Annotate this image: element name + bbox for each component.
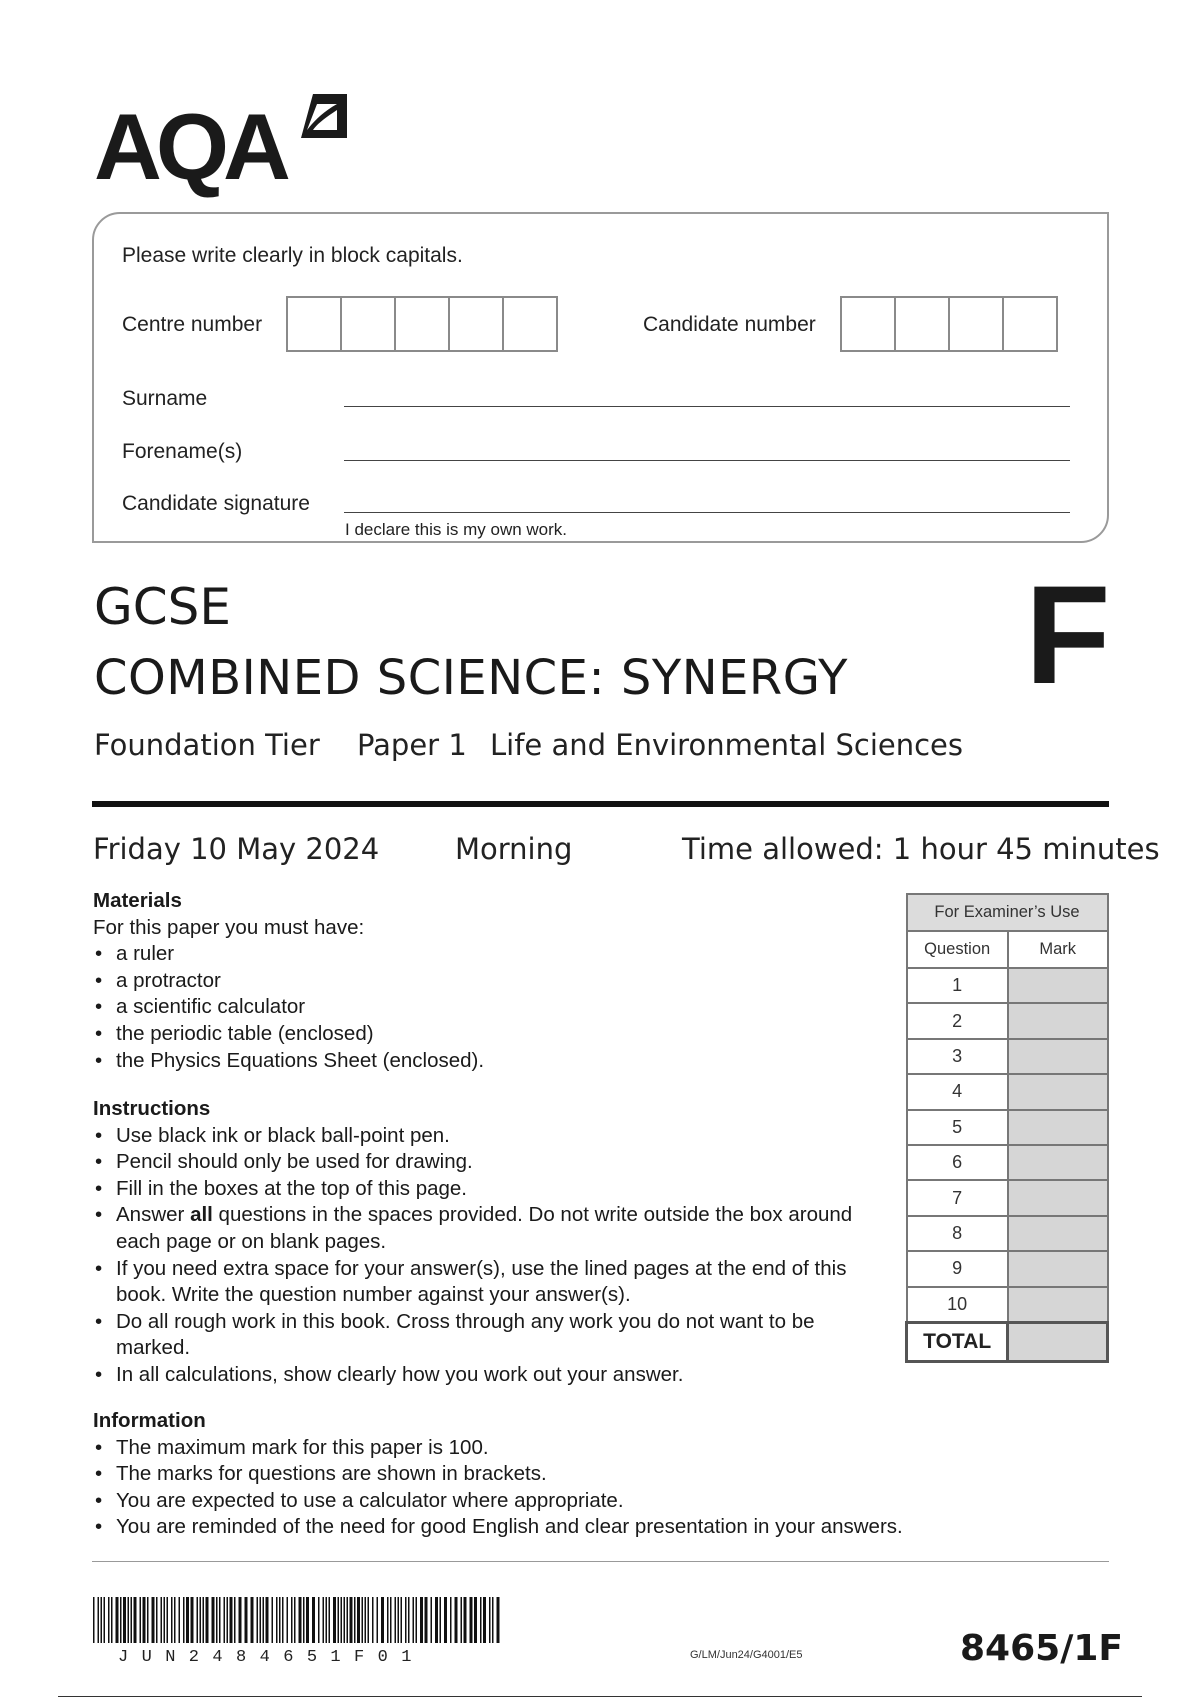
- barcode-bar: [450, 1597, 452, 1643]
- barcode-bar: [98, 1597, 100, 1643]
- barcode-bar: [140, 1597, 142, 1643]
- barcode-bar: [116, 1597, 119, 1643]
- barcode-bar: [104, 1597, 106, 1643]
- barcode-bar: [197, 1597, 199, 1643]
- barcode-bar: [245, 1597, 248, 1643]
- question-number: 5: [907, 1110, 1008, 1145]
- table-row: [907, 1251, 1108, 1286]
- mark-cell[interactable]: [1008, 1145, 1108, 1180]
- barcode-bar: [234, 1597, 236, 1643]
- materials-section: [93, 888, 893, 1074]
- information-section: [93, 1408, 1053, 1541]
- materials-heading: Materials: [93, 889, 182, 912]
- table-row: [907, 1110, 1108, 1145]
- barcode-bar: [93, 1597, 95, 1643]
- barcode-bar: [362, 1597, 364, 1643]
- block-capitals-instruction: Please write clearly in block capitals.: [122, 244, 463, 267]
- examiner-use-table: [905, 893, 1109, 1363]
- paper-code: 8465/1F: [960, 1628, 1123, 1669]
- declaration-text: I declare this is my own work.: [345, 520, 568, 539]
- mark-cell[interactable]: [1008, 1074, 1108, 1109]
- table-row: [907, 1039, 1108, 1074]
- table-row: [907, 1003, 1108, 1038]
- barcode-bar: [224, 1597, 226, 1643]
- exam-session: Morning: [455, 832, 573, 866]
- barcode-bar: [464, 1597, 467, 1643]
- candidate-digit-box[interactable]: [894, 296, 950, 352]
- barcode-bar: [489, 1597, 491, 1643]
- barcode-bar: [461, 1597, 463, 1643]
- question-number: 3: [907, 1039, 1008, 1074]
- centre-digit-box[interactable]: [448, 296, 504, 352]
- mark-cell[interactable]: [1008, 1110, 1108, 1145]
- barcode-bar: [323, 1597, 325, 1643]
- mark-cell[interactable]: [1008, 1251, 1108, 1286]
- barcode-bar: [474, 1597, 477, 1643]
- barcode-bar: [282, 1597, 284, 1643]
- centre-number-boxes[interactable]: [286, 296, 556, 352]
- list-item: • the periodic table (enclosed): [93, 1021, 893, 1048]
- instructions-list: [93, 1123, 883, 1389]
- surname-line[interactable]: [344, 406, 1070, 407]
- list-item: • You are reminded of the need for good English and clear presentation in your answers.: [93, 1514, 1053, 1541]
- barcode-bar: [230, 1597, 233, 1643]
- barcode-bar: [354, 1597, 356, 1643]
- heading-rule: [92, 801, 1109, 807]
- centre-digit-box[interactable]: [286, 296, 342, 352]
- barcode-bar: [128, 1597, 130, 1643]
- list-item: • In all calculations, show clearly how you work out your answer.: [93, 1362, 883, 1389]
- barcode-bar: [420, 1597, 423, 1643]
- mark-cell[interactable]: [1008, 1287, 1108, 1323]
- barcode-bar: [227, 1597, 229, 1643]
- forenames-label: Forename(s): [122, 440, 243, 463]
- centre-digit-box[interactable]: [502, 296, 558, 352]
- barcode-bar: [279, 1597, 281, 1643]
- page-bottom-rule: [58, 1696, 1142, 1697]
- barcode-bar: [203, 1597, 205, 1643]
- barcode-bar: [338, 1597, 340, 1643]
- mark-cell[interactable]: [1008, 968, 1108, 1003]
- list-item: • Do all rough work in this book. Cross through any work you do not want to be marked.: [93, 1309, 883, 1362]
- barcode-icon: [93, 1597, 503, 1643]
- barcode-bar: [183, 1597, 185, 1643]
- barcode-bar: [497, 1597, 500, 1643]
- table-row: [907, 1074, 1108, 1109]
- candidate-digit-box[interactable]: [948, 296, 1004, 352]
- table-row: [907, 968, 1108, 1003]
- instructions-section: [93, 1096, 883, 1389]
- barcode-bar: [272, 1597, 274, 1643]
- barcode-bar: [312, 1597, 315, 1643]
- instruction-text: Answer: [116, 1203, 191, 1227]
- barcode-bar: [368, 1597, 370, 1643]
- barcode-bar: [455, 1597, 458, 1643]
- barcode-bar: [318, 1597, 320, 1643]
- barcode-bar: [405, 1597, 407, 1643]
- signature-line[interactable]: [344, 512, 1070, 513]
- paper-title: Life and Environmental Sciences: [490, 728, 964, 762]
- total-mark-cell[interactable]: [1008, 1322, 1108, 1361]
- barcode-bar: [123, 1597, 126, 1643]
- barcode-text: JUN2484651F01: [118, 1648, 425, 1667]
- barcode-bar: [480, 1597, 482, 1643]
- table-row: [907, 1287, 1108, 1323]
- barcode-bar: [108, 1597, 110, 1643]
- total-label: TOTAL: [907, 1322, 1008, 1361]
- barcode-bar: [239, 1597, 242, 1643]
- barcode-bar: [299, 1597, 302, 1643]
- question-number: 1: [907, 968, 1008, 1003]
- aqa-leaf-icon: [299, 90, 349, 150]
- candidate-number-label: Candidate number: [643, 313, 816, 336]
- barcode-bar: [143, 1597, 146, 1643]
- table-row: [907, 1145, 1108, 1180]
- centre-digit-box[interactable]: [340, 296, 396, 352]
- table-row: [907, 1180, 1108, 1215]
- exam-date: Friday 10 May 2024: [93, 832, 380, 866]
- barcode-bar: [111, 1597, 113, 1643]
- signature-label: Candidate signature: [122, 492, 310, 515]
- barcode-bar: [350, 1597, 353, 1643]
- instruction-text: questions in the spaces provided. Do not write outside the box around each page or on blank pages.: [116, 1203, 853, 1253]
- subject-title: COMBINED SCIENCE: SYNERGY: [94, 650, 848, 706]
- time-allowed: Time allowed: 1 hour 45 minutes: [682, 832, 1160, 866]
- list-item: • The maximum mark for this paper is 100.: [93, 1435, 1053, 1462]
- barcode-bar: [425, 1597, 428, 1643]
- barcode-bar: [263, 1597, 265, 1643]
- barcode-bar: [483, 1597, 486, 1643]
- barcode-bar: [167, 1597, 169, 1643]
- barcode-bar: [134, 1597, 137, 1643]
- barcode-bar: [287, 1597, 289, 1643]
- barcode-bar: [416, 1597, 418, 1643]
- barcode-bar: [191, 1597, 194, 1643]
- barcode-bar: [152, 1597, 155, 1643]
- materials-intro: For this paper you must have:: [93, 915, 365, 939]
- list-item: • Pencil should only be used for drawing.: [93, 1149, 883, 1176]
- barcode-bar: [260, 1597, 262, 1643]
- barcode-bar: [164, 1597, 166, 1643]
- barcode-bar: [101, 1597, 103, 1643]
- barcode-bar: [341, 1597, 343, 1643]
- barcode-bar: [444, 1597, 447, 1643]
- barcode-bar: [326, 1597, 328, 1643]
- question-column-header: Question: [907, 931, 1008, 968]
- list-item: [93, 1202, 883, 1255]
- question-number: 6: [907, 1145, 1008, 1180]
- tier-letter: F: [1025, 556, 1111, 713]
- barcode-bar: [365, 1597, 367, 1643]
- materials-list: [93, 941, 893, 1074]
- barcode-bar: [381, 1597, 384, 1643]
- barcode-bar: [171, 1597, 173, 1643]
- document-reference: G/LM/Jun24/G4001/E5: [690, 1649, 803, 1661]
- candidate-number-boxes[interactable]: [840, 296, 1056, 352]
- barcode-bar: [413, 1597, 415, 1643]
- barcode-bar: [161, 1597, 163, 1643]
- examiner-table-title: For Examiner’s Use: [907, 894, 1108, 931]
- barcode-bar: [387, 1597, 389, 1643]
- barcode-bar: [357, 1597, 360, 1643]
- total-row: [907, 1322, 1108, 1361]
- barcode-bar: [120, 1597, 122, 1643]
- barcode-bar: [344, 1597, 346, 1643]
- candidate-digit-box[interactable]: [1002, 296, 1058, 352]
- information-heading: Information: [93, 1409, 206, 1432]
- list-item: • If you need extra space for your answer(s), use the lined pages at the end of this book. Write the question number against your answer(s).: [93, 1256, 883, 1309]
- list-item: • a protractor: [93, 968, 893, 995]
- paper-number: Paper 1: [356, 728, 467, 762]
- barcode-bar: [266, 1597, 269, 1643]
- mark-cell[interactable]: [1008, 1180, 1108, 1215]
- barcode-bar: [398, 1597, 400, 1643]
- barcode-bar: [377, 1597, 379, 1643]
- question-number: 2: [907, 1003, 1008, 1038]
- barcode-bar: [408, 1597, 410, 1643]
- barcode-bar: [306, 1597, 309, 1643]
- qualification-title: GCSE: [94, 578, 231, 636]
- instruction-emphasis: all: [190, 1203, 213, 1227]
- candidate-digit-box[interactable]: [840, 296, 896, 352]
- question-number: 9: [907, 1251, 1008, 1286]
- barcode-bar: [372, 1597, 374, 1643]
- barcode-bar: [431, 1597, 433, 1643]
- list-item: • the Physics Equations Sheet (enclosed).: [93, 1048, 893, 1075]
- barcode-bar: [291, 1597, 293, 1643]
- barcode-bar: [156, 1597, 158, 1643]
- mark-cell[interactable]: [1008, 1216, 1108, 1251]
- tier-line: [94, 728, 991, 762]
- question-number: 4: [907, 1074, 1008, 1109]
- barcode-bar: [390, 1597, 392, 1643]
- barcode-bar: [147, 1597, 149, 1643]
- list-item: • Use black ink or black ball-point pen.: [93, 1123, 883, 1150]
- barcode-bar: [174, 1597, 176, 1643]
- barcode-bar: [131, 1597, 133, 1643]
- mark-column-header: Mark: [1008, 931, 1108, 968]
- barcode-bar: [294, 1597, 296, 1643]
- barcode-bar: [435, 1597, 438, 1643]
- barcode-bar: [470, 1597, 473, 1643]
- information-list: [93, 1435, 1053, 1541]
- list-item: • You are expected to use a calculator where appropriate.: [93, 1488, 1053, 1515]
- list-item: • a ruler: [93, 941, 893, 968]
- barcode-bar: [257, 1597, 259, 1643]
- aqa-logo-text: AQA: [94, 94, 285, 199]
- barcode-bar: [276, 1597, 278, 1643]
- table-row: [907, 1216, 1108, 1251]
- barcode-bar: [186, 1597, 189, 1643]
- barcode-bar: [212, 1597, 215, 1643]
- barcode-bar: [401, 1597, 403, 1643]
- barcode-bar: [179, 1597, 181, 1643]
- barcode-bar: [492, 1597, 494, 1643]
- centre-number-label: Centre number: [122, 313, 263, 336]
- barcode-bar: [303, 1597, 305, 1643]
- question-number: 8: [907, 1216, 1008, 1251]
- footer-rule: [92, 1561, 1109, 1562]
- barcode-bar: [440, 1597, 442, 1643]
- question-number: 7: [907, 1180, 1008, 1215]
- instructions-heading: Instructions: [93, 1097, 211, 1120]
- list-item: • a scientific calculator: [93, 994, 893, 1021]
- list-item: • Fill in the boxes at the top of this page.: [93, 1176, 883, 1203]
- barcode-bar: [216, 1597, 218, 1643]
- barcode-bar: [206, 1597, 209, 1643]
- centre-digit-box[interactable]: [394, 296, 450, 352]
- barcode-bar: [251, 1597, 254, 1643]
- question-number: 10: [907, 1287, 1008, 1323]
- mark-cell[interactable]: [1008, 1039, 1108, 1074]
- list-item: • The marks for questions are shown in brackets.: [93, 1461, 1053, 1488]
- mark-cell[interactable]: [1008, 1003, 1108, 1038]
- surname-label: Surname: [122, 387, 208, 410]
- barcode-bar: [329, 1597, 331, 1643]
- barcode-bar: [347, 1597, 349, 1643]
- barcode-bar: [395, 1597, 397, 1643]
- tier-label: Foundation Tier: [94, 728, 320, 762]
- barcode-bar: [200, 1597, 202, 1643]
- barcode-bar: [333, 1597, 336, 1643]
- barcode-bar: [219, 1597, 221, 1643]
- forenames-line[interactable]: [344, 460, 1070, 461]
